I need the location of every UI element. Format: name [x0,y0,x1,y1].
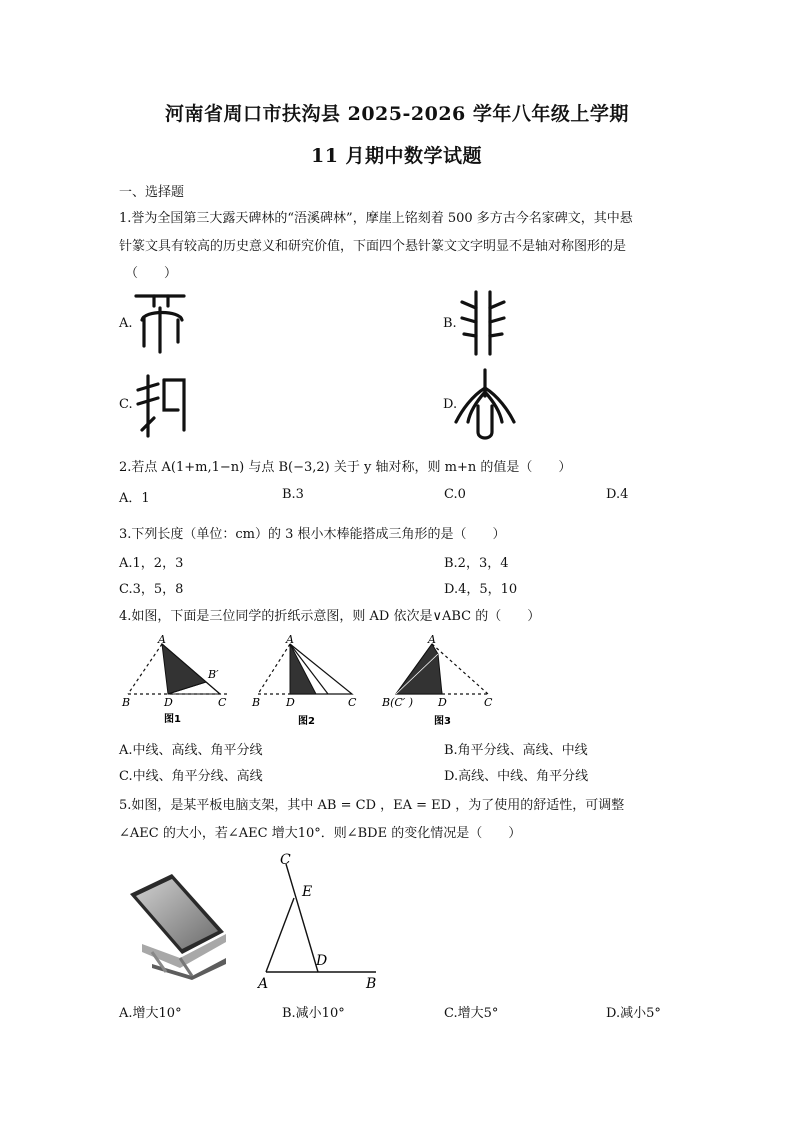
section-heading: 一、选择题 [119,185,185,200]
q1-option-a-label: A. [119,316,133,331]
fig2-label-c: C [348,696,357,709]
q4-option-b: B.角平分线、高线、中线 [444,743,588,758]
tablet-stand-image [122,872,230,982]
q2-option-c: C.0 [444,487,466,502]
q1-stem-line3: （ ） [125,266,178,281]
q4-option-c: C.中线、角平分线、高线 [119,769,263,784]
q1-option-d-label: D. [443,397,458,412]
fig2-label-d: D [286,696,295,709]
fig1-label-bprime: B′ [208,668,219,681]
seal-glyph-d-image [452,366,518,442]
q5-option-b: B.减小10° [282,1006,345,1021]
q5-label-e: E [302,884,313,900]
fig1-caption: 图1 [164,714,181,725]
q1-stem-line2: 针篆文具有较高的历史意义和研究价值，下面四个悬针篆文文字明显不是轴对称图形的是 [119,239,627,254]
seal-glyph-c-image [134,370,190,440]
q4-figure-3 [380,634,510,726]
q5-label-b: B [366,976,377,992]
seal-glyph-a-image [132,290,192,358]
q2-stem: 2.若点 A(1+m,1−n) 与点 B(−3,2) 关于 y 轴对称，则 m+n 的值是（ ） [119,460,572,475]
fig1-label-a: A [158,633,166,646]
q1-stem-line1: 1.誉为全国第三大露天碑林的“浯溪碑林”，摩崖上铭刻着 500 多方古今名家碑文，其中悬 [119,211,633,226]
q2-option-a: A．1 [119,491,150,506]
fig3-label-a: A [428,633,436,646]
q3-option-d: D.4，5，10 [444,582,518,597]
q3-option-c: C.3，5，8 [119,582,184,597]
q5-option-d: D.减小5° [606,1006,661,1021]
q4-option-d: D.高线、中线、角平分线 [444,769,589,784]
q1-option-c-label: C. [119,397,133,412]
fig3-label-c: C [484,696,493,709]
fig2-label-b: B [252,696,261,709]
q5-option-c: C.增大5° [444,1006,499,1021]
q5-option-a: A.增大10° [119,1006,182,1021]
q5-label-c: C [280,852,291,868]
fig1-label-b: B [122,696,131,709]
q5-stem-line2: ∠AEC 的大小，若∠AEC 增大10°．则∠BDE 的变化情况是（ ） [119,826,522,841]
q5-label-d: D [316,953,328,969]
q4-figure-1 [120,634,240,726]
q2-option-b: B.3 [282,487,304,502]
q3-option-b: B.2，3，4 [444,556,509,571]
fig2-label-a: A [286,633,294,646]
seal-glyph-b-image [458,288,508,358]
fig3-label-b: B(C′ ) [382,696,414,709]
fig2-caption: 图2 [298,716,315,727]
q3-option-a: A.1，2，3 [119,556,184,571]
q4-option-a: A.中线、高线、角平分线 [119,743,263,758]
doc-title-line1: 河南省周口市扶沟县 2025-2026 学年八年级上学期 [165,103,629,125]
q4-stem: 4.如图，下面是三位同学的折纸示意图，则 AD 依次是∨ABC 的（ ） [119,609,541,624]
fig1-label-d: D [164,696,173,709]
q4-figure-2 [250,634,370,726]
q2-option-d: D.4 [606,487,629,502]
fig3-label-d: D [438,696,447,709]
doc-title-line2: 11 月期中数学试题 [311,145,483,167]
q5-geometry-figure [252,852,392,992]
q3-stem: 3.下列长度（单位：cm）的 3 根小木棒能搭成三角形的是（ ） [119,527,506,542]
q5-stem-line1: 5.如图，是某平板电脑支架，其中 AB = CD ，EA = ED ，为了使用的舒适性，可调整 [119,798,625,813]
fig3-caption: 图3 [434,716,451,727]
fig1-label-c: C [218,696,227,709]
q1-option-b-label: B. [443,316,457,331]
q5-label-a: A [258,976,269,992]
